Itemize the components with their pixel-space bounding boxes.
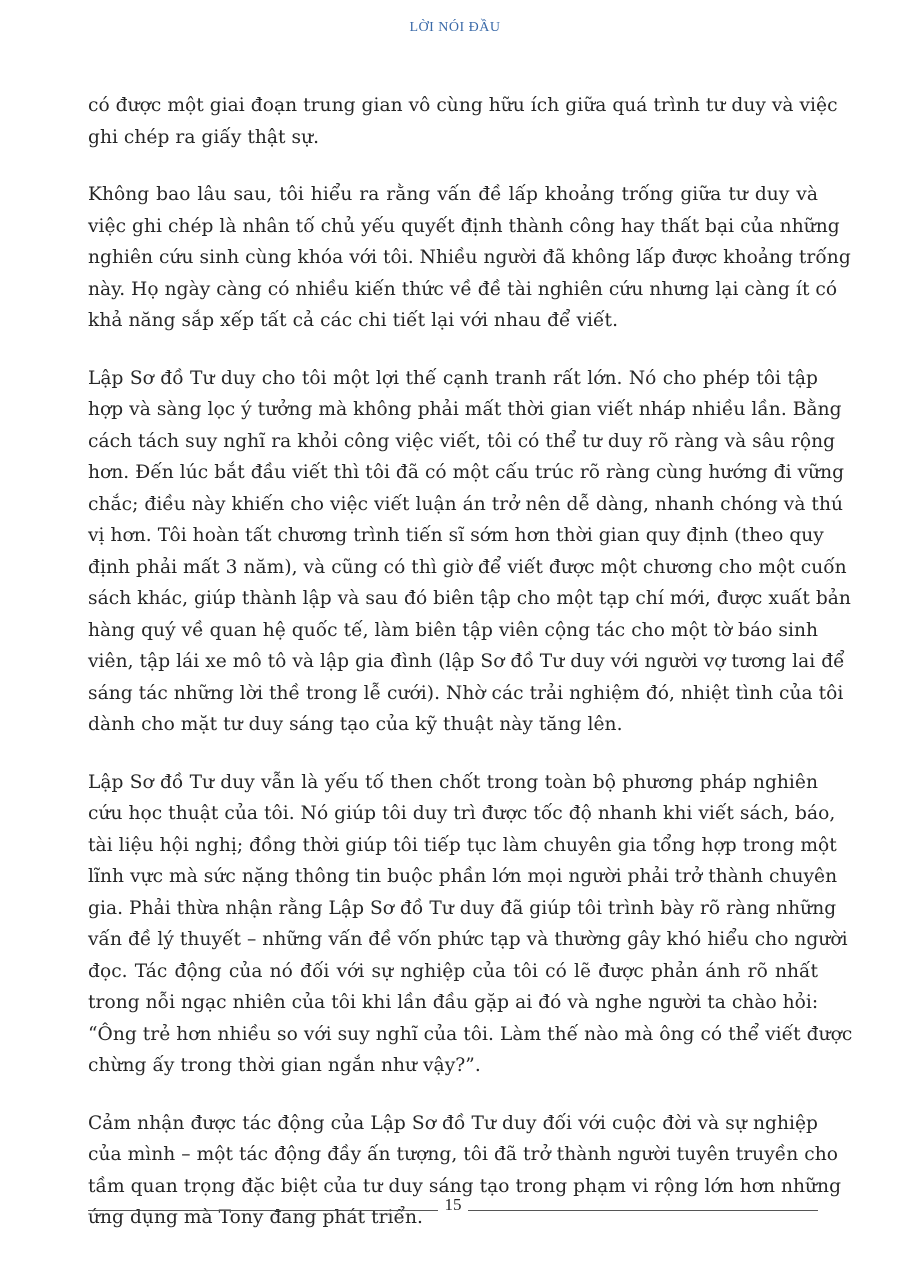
text-line: gia. Phải thừa nhận rằng Lập Sơ đồ Tư duy đã giúp tôi trình bày rõ ràng những xyxy=(88,897,837,919)
text-line: việc ghi chép là nhân tố chủ yếu quyết định thành công hay thất bại của những xyxy=(88,215,840,237)
text-line: cách tách suy nghĩ ra khỏi công việc viết, tôi có thể tư duy rõ ràng và sâu rộng xyxy=(88,430,836,452)
page-number: 15 xyxy=(444,1195,462,1214)
text-line: cứu học thuật của tôi. Nó giúp tôi duy trì được tốc độ nhanh khi viết sách, báo, xyxy=(88,803,836,824)
text-line: Lập Sơ đồ Tư duy vẫn là yếu tố then chốt trong toàn bộ phương pháp nghiên xyxy=(88,771,818,793)
text-line: tài liệu hội nghị; đồng thời giúp tôi tiếp tục làm chuyên gia tổng hợp trong một xyxy=(88,834,837,856)
text-line: sách khác, giúp thành lập và sau đó biên tập cho một tạp chí mới, được xuất bản xyxy=(88,588,851,609)
text-line: nghiên cứu sinh cùng khóa với tôi. Nhiều người đã không lấp được khoảng trống xyxy=(88,247,851,268)
text-line: của mình – một tác động đầy ấn tượng, tôi đã trở thành người tuyên truyền cho xyxy=(88,1144,838,1165)
text-line: chắc; điều này khiến cho việc viết luận án trở nên dễ dàng, nhanh chóng và thú xyxy=(88,493,843,515)
text-line: dành cho mặt tư duy sáng tạo của kỹ thuật này tăng lên. xyxy=(88,714,623,735)
text-line: hơn. Đến lúc bắt đầu viết thì tôi đã có một cấu trúc rõ ràng cùng hướng đi vững xyxy=(88,462,845,483)
paragraph xyxy=(88,90,838,153)
text-line: viên, tập lái xe mô tô và lập gia đình (lập Sơ đồ Tư duy với người vợ tương lai để xyxy=(88,651,845,672)
footer-rule-right xyxy=(468,1210,818,1211)
text-line: Lập Sơ đồ Tư duy cho tôi một lợi thế cạnh tranh rất lớn. Nó cho phép tôi tập xyxy=(88,367,818,389)
text-line: ứng dụng mà Tony đang phát triển. xyxy=(88,1207,424,1228)
text-line: chừng ấy trong thời gian ngắn như vậy?”. xyxy=(88,1055,481,1076)
text-line: hàng quý về quan hệ quốc tế, làm biên tập viên cộng tác cho một tờ báo sinh xyxy=(88,619,818,641)
text-line: Cảm nhận được tác động của Lập Sơ đồ Tư duy đối với cuộc đời và sự nghiệp xyxy=(88,1112,818,1134)
body-text xyxy=(88,90,853,1260)
page-footer xyxy=(88,1195,818,1219)
text-line: vị hơn. Tôi hoàn tất chương trình tiến sĩ sớm hơn thời gian quy định (theo quy xyxy=(88,525,824,546)
text-line: hợp và sàng lọc ý tưởng mà không phải mất thời gian viết nháp nhiều lần. Bằng xyxy=(88,399,842,420)
text-line: trong nỗi ngạc nhiên của tôi khi lần đầu gặp ai đó và nghe người ta chào hỏi: xyxy=(88,992,819,1013)
text-line: vấn đề lý thuyết – những vấn đề vốn phức tạp và thường gây khó hiểu cho người xyxy=(88,929,848,950)
text-line: sáng tác những lời thề trong lễ cưới). Nhờ các trải nghiệm đó, nhiệt tình của tôi xyxy=(88,682,844,704)
running-header: LỜI NÓI ĐẦU xyxy=(409,20,501,35)
text-line: tầm quan trọng đặc biệt của tư duy sáng tạo trong phạm vi rộng lớn hơn những xyxy=(88,1175,842,1197)
text-line: ghi chép ra giấy thật sự. xyxy=(88,126,320,148)
text-line: “Ông trẻ hơn nhiều so với suy nghĩ của tôi. Làm thế nào mà ông có thể viết được xyxy=(88,1023,853,1045)
text-line: khả năng sắp xếp tất cả các chi tiết lại với nhau để viết. xyxy=(88,310,619,331)
paragraph xyxy=(88,179,851,337)
text-line: có được một giai đoạn trung gian vô cùng hữu ích giữa quá trình tư duy và việc xyxy=(88,95,838,116)
text-line: này. Họ ngày càng có nhiều kiến thức về đề tài nghiên cứu nhưng lại càng ít có xyxy=(88,278,838,300)
text-line: lĩnh vực mà sức nặng thông tin buộc phần lớn mọi người phải trở thành chuyên xyxy=(88,866,838,887)
text-line: định phải mất 3 năm), và cũng có thì giờ để viết được một chương cho một cuốn xyxy=(88,556,847,578)
text-line: đọc. Tác động của nó đối với sự nghiệp của tôi có lẽ được phản ánh rõ nhất xyxy=(88,960,818,982)
paragraph xyxy=(88,767,853,1082)
paragraph xyxy=(88,363,851,741)
text-line: Không bao lâu sau, tôi hiểu ra rằng vấn đề lấp khoảng trống giữa tư duy và xyxy=(88,184,818,205)
